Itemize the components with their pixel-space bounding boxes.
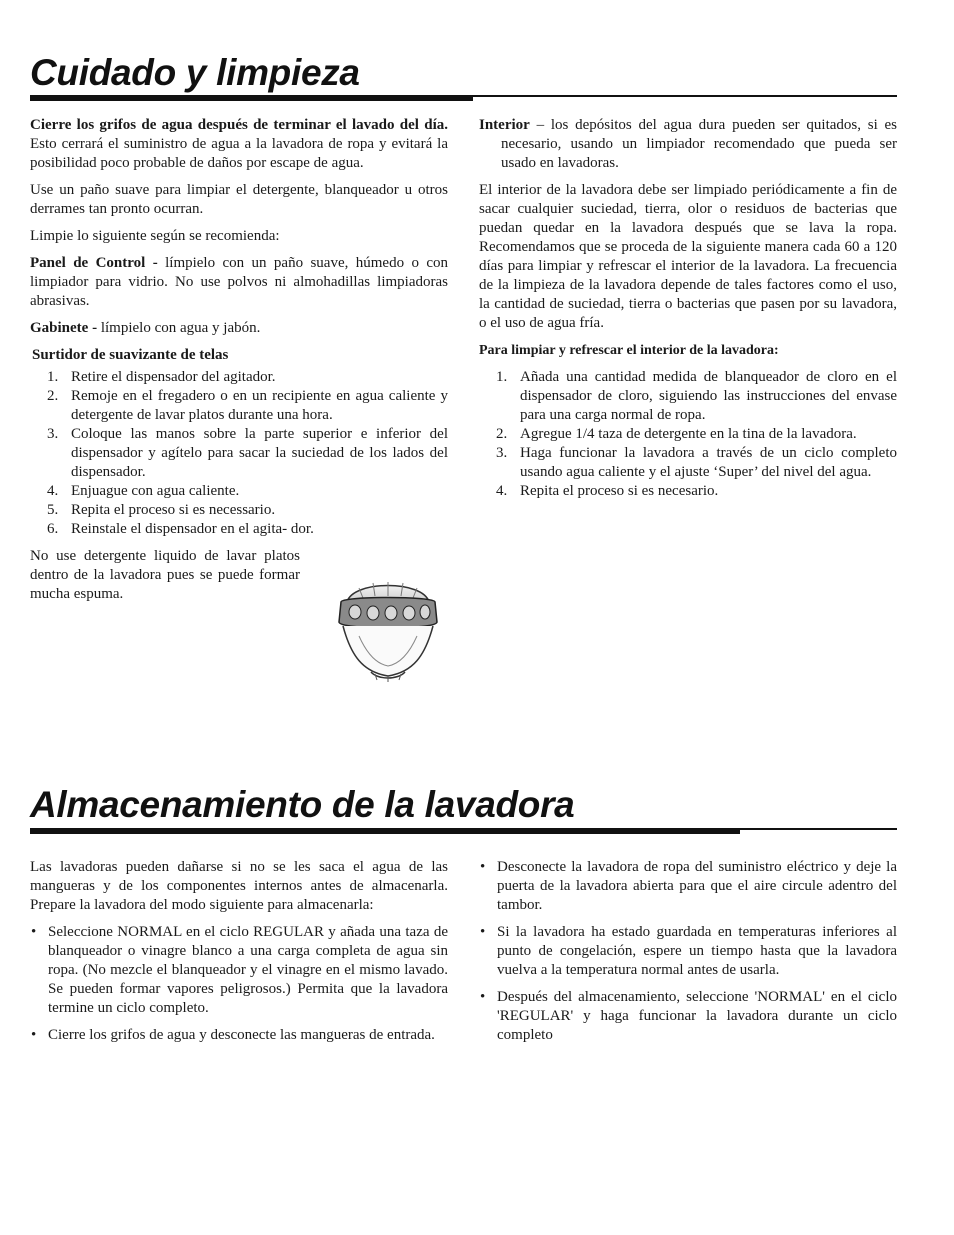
list-item xyxy=(479,923,897,980)
paragraph-text: – los depósitos del agua dura pueden ser quitados, si es necesario, usando un limpiador recomendado que pueda ser usado en lavadoras. xyxy=(501,117,897,171)
title-rule-thin xyxy=(740,828,897,830)
step-text: Coloque las manos sobre la parte superior e inferior del dispensador y agítelo para sacar la suciedad de los lados del dispensador. xyxy=(71,426,448,480)
list-item xyxy=(30,520,319,539)
step-text: Remoje en el fregadero o en un recipiente en agua caliente y detergente de lavar platos durante una hora. xyxy=(71,388,448,423)
almacenamiento-left-column xyxy=(30,858,448,1053)
list-item xyxy=(30,482,448,501)
bold-lead: Cierre los grifos de agua después de terminar el lavado del día. xyxy=(30,117,448,133)
bullets-right xyxy=(479,858,897,1045)
step-text: Retire el dispensador del agitador. xyxy=(71,369,276,385)
list-item xyxy=(479,368,897,425)
title-rule-thick xyxy=(30,828,740,834)
step-number: 5. xyxy=(47,502,59,518)
list-item xyxy=(479,858,897,915)
list-item xyxy=(479,444,897,482)
paragraph-interior-limpieza: El interior de la lavadora debe ser limpiado periódicamente a fin de sacar cualquier suciedad, tierra, olor o residuos de bacterias que puedan quedar en la lavadora después que se lava la ropa. Recomendamos que se proceda de la siguiente manera cada 60 a 120 días para limpiar y refrescar el interior de la lavadora. La frecuencia de la limpieza de la lavadora depende de tales factores como el uso, la cantidad de suciedad, tierra o bacterias que pasen por su lavadora, o el uso de agua fría. xyxy=(479,182,897,331)
list-item xyxy=(479,988,897,1045)
steps-surtidor xyxy=(30,368,448,539)
list-item xyxy=(30,1026,448,1045)
list-item xyxy=(30,501,448,520)
almacenamiento-right-column xyxy=(479,858,897,1053)
bold-lead: Panel de Control - xyxy=(30,255,158,271)
step-number: 2. xyxy=(496,426,508,442)
list-item xyxy=(30,923,448,1018)
step-text: Añada una cantidad medida de blanqueador de cloro en el dispensador de cloro, siguiendo las instrucciones del envase para una carga normal de ropa. xyxy=(520,369,897,423)
cuidado-left-column xyxy=(30,116,448,612)
bullets-left xyxy=(30,923,448,1045)
step-number: 2. xyxy=(47,388,59,404)
bullet-text: Después del almacenamiento, seleccione 'NORMAL' en el ciclo 'REGULAR' y haga funcionar la lavadora durante un ciclo completo xyxy=(497,989,897,1043)
section-title-cuidado: Cuidado y limpieza xyxy=(30,52,360,93)
list-item xyxy=(30,387,448,425)
steps-refrescar xyxy=(479,368,897,501)
bullet-symbol: • xyxy=(480,859,486,875)
subhead-surtidor: Surtidor de suavizante de telas xyxy=(32,347,229,363)
title-rule-thin xyxy=(473,95,897,97)
subhead-refrescar: Para limpiar y refrescar el interior de la lavadora: xyxy=(479,343,779,358)
step-text: Reinstale el dispensador en el agita- dor. xyxy=(71,521,314,537)
title-rule-thick xyxy=(30,95,473,101)
bullet-symbol: • xyxy=(480,924,486,940)
step-number: 4. xyxy=(496,483,508,499)
step-number: 1. xyxy=(496,369,508,385)
step-number: 4. xyxy=(47,483,59,499)
bold-lead: Gabinete - xyxy=(30,320,98,336)
list-item xyxy=(30,425,448,482)
bullet-text: Cierre los grifos de agua y desconecte las mangueras de entrada. xyxy=(48,1027,435,1043)
cuidado-right-column xyxy=(479,116,897,509)
paragraph-gabinete xyxy=(30,319,448,338)
list-item xyxy=(479,425,897,444)
paragraph-text: límpielo con agua y jabón. xyxy=(97,320,261,336)
list-item xyxy=(479,482,897,501)
step-text: Enjuague con agua caliente. xyxy=(71,483,240,499)
bullet-text: Desconecte la lavadora de ropa del suministro eléctrico y deje la puerta de la lavadora abierta para que el aire circule adentro del tambor. xyxy=(497,859,897,913)
paragraph-intro: Las lavadoras pueden dañarse si no se les saca el agua de las mangueras y de los componentes internos antes de almacenarla. Prepare la lavadora del modo siguiente para almacenarla: xyxy=(30,859,448,913)
paragraph-grifos xyxy=(30,116,448,173)
fabric-softener-dispenser-illustration xyxy=(333,576,443,684)
bullet-text: Si la lavadora ha estado guardada en temperaturas inferiores al punto de congelación, espere un tiempo hasta que la lavadora vuelva a la temperatura normal antes de usarla. xyxy=(497,924,897,978)
section-title-almacenamiento: Almacenamiento de la lavadora xyxy=(30,784,575,825)
paragraph-panel xyxy=(30,254,448,311)
bullet-symbol: • xyxy=(31,924,37,940)
step-number: 1. xyxy=(47,369,59,385)
step-text: Agregue 1/4 taza de detergente en la tina de la lavadora. xyxy=(520,426,857,442)
paragraph-detergente-note: No use detergente liquido de lavar platos dentro de la lavadora pues se puede formar mucha espuma. xyxy=(30,548,300,602)
step-number: 3. xyxy=(47,426,59,442)
paragraph-text: límpielo con un paño suave, húmedo o con limpiador para vidrio. No use polvos ni almohadillas limpiadoras abrasivas. xyxy=(30,255,448,309)
list-item xyxy=(30,368,448,387)
paragraph-pano: Use un paño suave para limpiar el detergente, blanqueador u otros derrames tan pronto ocurran. xyxy=(30,182,448,217)
step-number: 6. xyxy=(47,521,59,537)
paragraph-interior xyxy=(479,116,897,173)
step-text: Repita el proceso si es necessario. xyxy=(71,502,276,518)
step-number: 3. xyxy=(496,445,508,461)
step-text: Repita el proceso si es necesario. xyxy=(520,483,719,499)
bullet-text: Seleccione NORMAL en el ciclo REGULAR y añada una taza de blanqueador o vinagre blanco a una carga completa de agua sin ropa. (No mezcle el blanqueador y el vinagre en el mismo lavado. Se pueden formar vapores peligrosos.) Permita que la lavadora termine un ciclo completo. xyxy=(48,924,448,1016)
paragraph-limpie: Limpie lo siguiente según se recomienda: xyxy=(30,228,280,244)
paragraph-text: Esto cerrará el suministro de agua a la lavadora de ropa y evitará la posibilidad poco probable de daños por escape de agua. xyxy=(30,136,448,171)
bullet-symbol: • xyxy=(480,989,486,1005)
bullet-symbol: • xyxy=(31,1027,37,1043)
bold-lead: Interior xyxy=(479,117,530,133)
step-text: Haga funcionar la lavadora a través de un ciclo completo usando agua caliente y el ajuste ‘Super’ del nivel del agua. xyxy=(520,445,897,480)
